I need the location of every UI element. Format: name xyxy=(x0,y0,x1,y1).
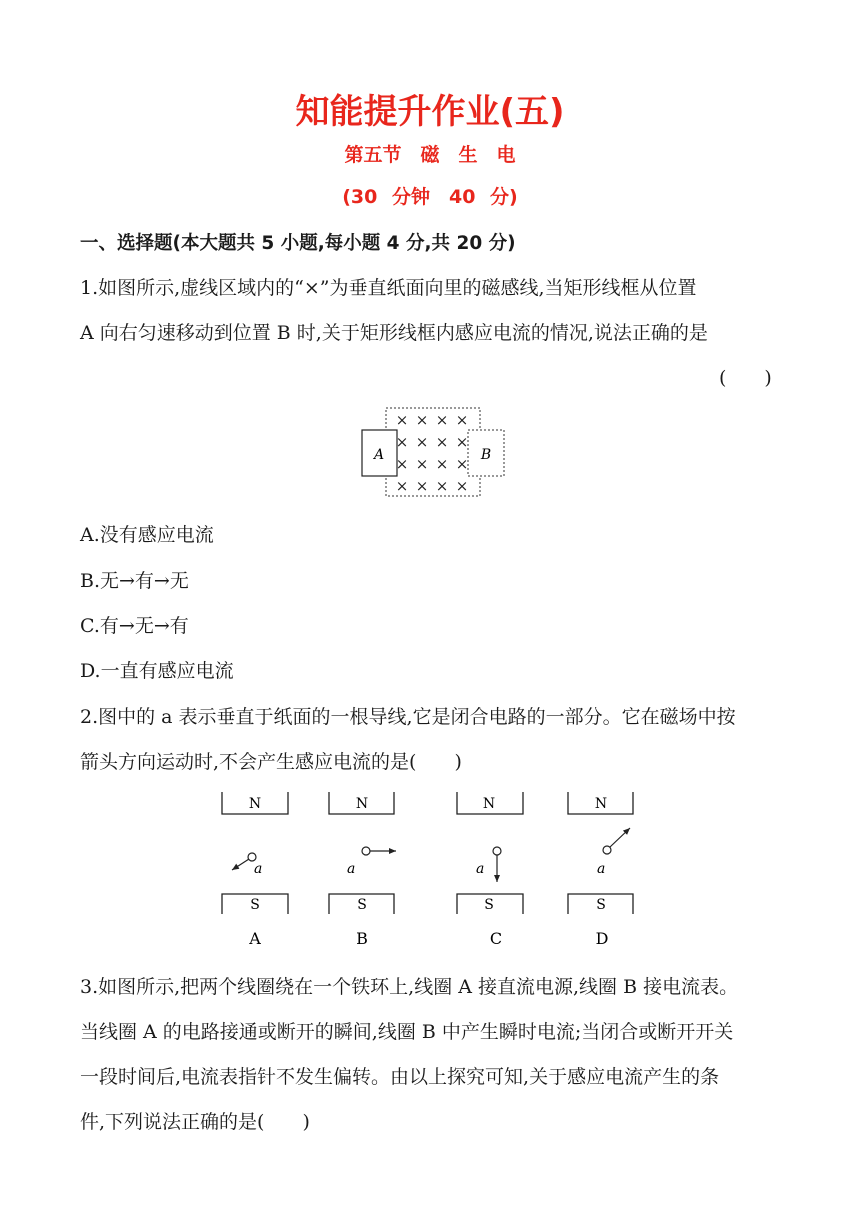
q1-answer-paren: ( ) xyxy=(719,367,772,389)
q3-line-2: 当线圈 A 的电路接通或断开的瞬间,线圈 B 中产生瞬时电流;当闭合或断开开关 xyxy=(80,1021,734,1043)
south-pole-label: S xyxy=(357,897,367,913)
north-pole-label: N xyxy=(248,796,262,812)
south-pole-label: S xyxy=(484,897,494,913)
section-heading: 一、选择题(本大题共 5 小题,每小题 4 分,共 20 分) xyxy=(80,233,516,254)
q2-magnet-figures xyxy=(210,788,650,954)
south-pole-label: S xyxy=(250,897,260,913)
wire-c xyxy=(493,847,501,855)
wire-label: a xyxy=(254,861,263,877)
page-title: 知能提升作业(五) xyxy=(295,92,565,132)
north-pole-label: N xyxy=(594,796,608,812)
field-cross: × xyxy=(435,455,449,473)
field-cross: × xyxy=(395,433,409,451)
wire-label: a xyxy=(476,861,485,877)
option-c-label: C xyxy=(489,929,503,948)
field-cross: × xyxy=(455,455,469,473)
q2-figure-d xyxy=(568,792,633,948)
south-pole-label: S xyxy=(596,897,606,913)
field-cross: × xyxy=(435,477,449,495)
motion-arrow xyxy=(232,859,249,870)
option-d-label: D xyxy=(595,929,609,948)
field-cross: × xyxy=(435,433,449,451)
q1-option-b[interactable]: B.无→有→无 xyxy=(80,570,189,592)
wire-d xyxy=(603,846,611,854)
q2-figure-b xyxy=(329,792,396,948)
q1-option-a[interactable]: A.没有感应电流 xyxy=(80,524,214,546)
field-cross: × xyxy=(415,433,429,451)
q3-line-1: 3.如图所示,把两个线圈绕在一个铁环上,线圈 A 接直流电源,线圈 B 接电流表。 xyxy=(80,976,739,998)
field-cross: × xyxy=(395,477,409,495)
field-cross: × xyxy=(455,433,469,451)
field-cross: × xyxy=(455,411,469,429)
field-cross: × xyxy=(415,477,429,495)
wire-a xyxy=(248,853,256,861)
north-pole-label: N xyxy=(482,796,496,812)
option-a-label: A xyxy=(249,929,261,948)
q1-line-1: 1.如图所示,虚线区域内的“×”为垂直纸面向里的磁感线,当矩形线框从位置 xyxy=(80,277,697,299)
field-cross: × xyxy=(395,455,409,473)
north-pole-label: N xyxy=(355,796,369,812)
field-cross: × xyxy=(395,411,409,429)
wire-label: a xyxy=(597,861,606,877)
q1-option-d[interactable]: D.一直有感应电流 xyxy=(80,660,234,682)
q1-magnetic-field-figure xyxy=(356,402,512,502)
frame-a-label: A xyxy=(373,447,385,463)
field-cross: × xyxy=(415,411,429,429)
q2-figure-c xyxy=(457,792,523,948)
frame-b-label: B xyxy=(480,447,492,463)
q1-line-2: A 向右匀速移动到位置 B 时,关于矩形线框内感应电流的情况,说法正确的是 xyxy=(80,322,708,344)
wire-label: a xyxy=(347,861,356,877)
option-b-label: B xyxy=(356,929,368,948)
q1-option-c[interactable]: C.有→无→有 xyxy=(80,615,189,637)
q2-line-2: 箭头方向运动时,不会产生感应电流的是( ) xyxy=(80,751,462,773)
wire-b xyxy=(362,847,370,855)
time-score-info: (30 分钟 40 分) xyxy=(342,186,518,208)
motion-arrow xyxy=(610,828,630,847)
section-subtitle: 第五节 磁 生 电 xyxy=(344,144,516,166)
field-cross: × xyxy=(415,455,429,473)
field-cross: × xyxy=(455,477,469,495)
field-cross: × xyxy=(435,411,449,429)
q2-line-1: 2.图中的 a 表示垂直于纸面的一根导线,它是闭合电路的一部分。它在磁场中按 xyxy=(80,706,736,728)
q3-line-4: 件,下列说法正确的是( ) xyxy=(80,1111,310,1133)
q3-line-3: 一段时间后,电流表指针不发生偏转。由以上探究可知,关于感应电流产生的条 xyxy=(80,1066,720,1088)
q2-figure-a xyxy=(222,792,288,948)
